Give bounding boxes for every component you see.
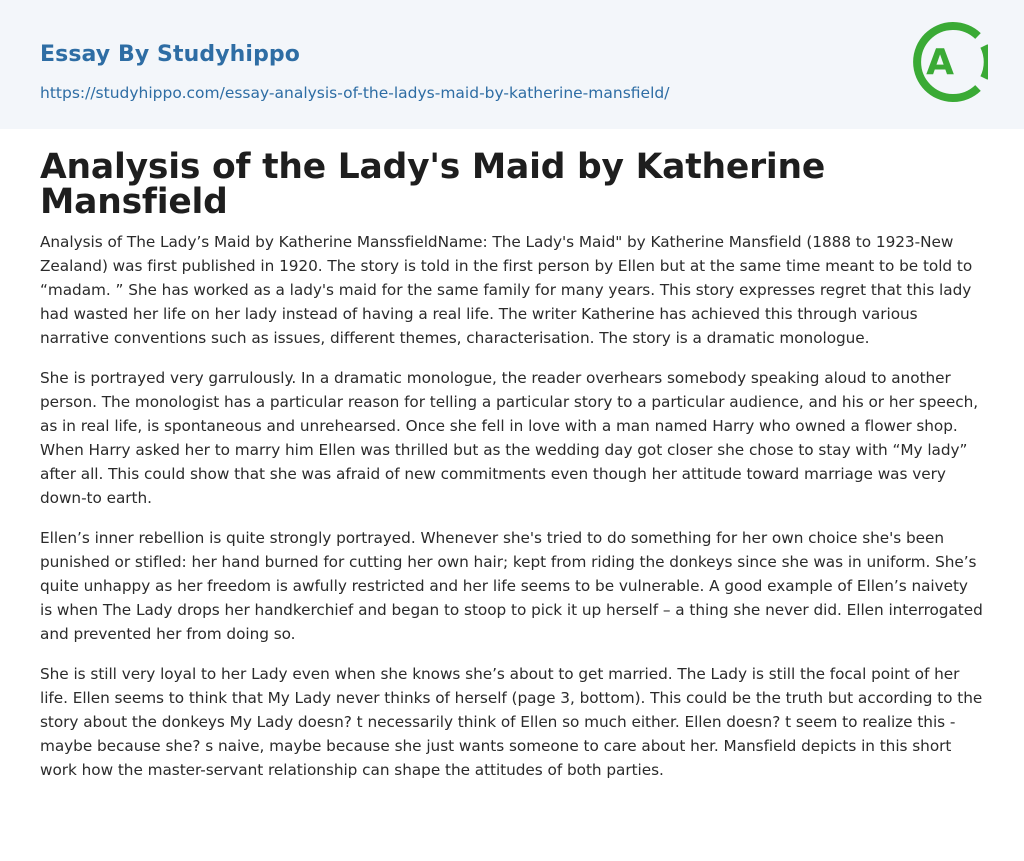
article-paragraph: She is still very loyal to her Lady even when she knows she’s about to get married. The Lady is still the focal point of her life. Ellen seems to think that My Lady never thinks of herself (page 3, bottom). This could be the truth but according to the story about the donkeys My Lady doesn? t necessarily think of Ellen so much either. Ellen doesn? t seem to realize this - maybe because she? s naive, maybe because she just wants someone to care about her. Mansfield depicts in this short work how the master-servant relationship can shape the attitudes of both parties. bbox=[40, 665, 983, 779]
site-header bbox=[0, 0, 1024, 129]
logo-letter: A bbox=[926, 42, 954, 83]
article-paragraph: She is portrayed very garrulously. In a dramatic monologue, the reader overhears somebody speaking aloud to another person. The monologist has a particular reason for telling a particular story to a particular audience, and his or her speech, as in real life, is spontaneous and unrehearsed. Once she fell in love with a man named Harry who owned a flower shop. When Harry asked her to marry him Ellen was thrilled but as the wedding day got closer she chose to stay with “My lady” after all. This could show that she was afraid of new commitments even though her attitude toward marriage was very down-to earth. bbox=[40, 369, 979, 507]
article-paragraph: Analysis of The Lady’s Maid by Katherine ManssfieldName: The Lady's Maid" by Katherine Mansfield (1888 to 1923-New Zealand) was first published in 1920. The story is told in the first person by Ellen but at the same time meant to be told to “madam. ” She has worked as a lady's maid for the same family for many years. This story expresses regret that this lady had wasted her life on her lady instead of having a real life. The writer Katherine has achieved this through various narrative conventions such as issues, different themes, characterisation. The story is a dramatic monologue. bbox=[40, 233, 973, 347]
article-title: Analysis of the Lady's Maid by Katherine Mansfield bbox=[40, 147, 826, 222]
article-paragraph: Ellen’s inner rebellion is quite strongly portrayed. Whenever she's tried to do something for her own choice she's been punished or stifled: her hand burned for cutting her own hair; kept from riding the donkeys since she was in uniform. She’s quite unhappy as her freedom is awfully restricted and her life seems to be vulnerable. A good example of Ellen’s naivety is when The Lady drops her handkerchief and began to stoop to pick it up herself – a thing she never did. Ellen interrogated and prevented her from doing so. bbox=[40, 529, 983, 643]
source-url-link[interactable]: https://studyhippo.com/essay-analysis-of-the-ladys-maid-by-katherine-mansfield/ bbox=[40, 84, 670, 102]
site-title[interactable]: Essay By Studyhippo bbox=[40, 42, 300, 67]
article bbox=[0, 147, 1024, 782]
studyhippo-logo-icon[interactable] bbox=[912, 18, 988, 106]
